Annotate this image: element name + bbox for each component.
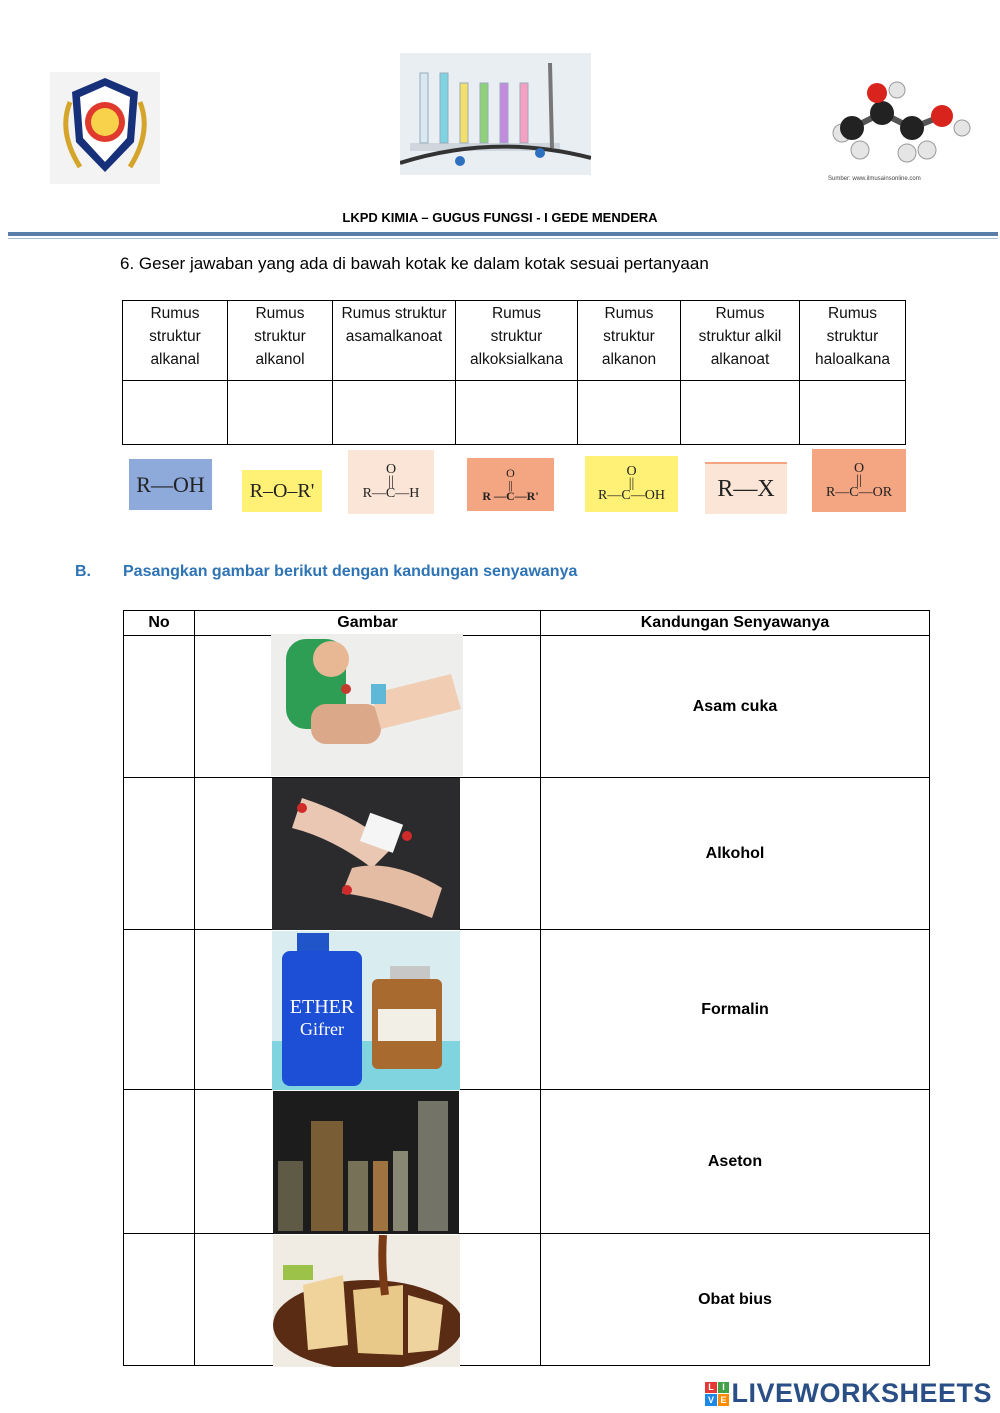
structure-match-table [122,300,906,445]
chip-formula: R–O–R' [249,479,315,502]
number-drop-zone[interactable] [124,1090,195,1234]
number-drop-zone[interactable] [124,1234,195,1366]
photo-finger-cotton [272,778,460,930]
photo-ether-bottles [272,931,460,1090]
header-divider-thin [8,238,998,239]
chip-formula: R —C—R' [482,488,539,503]
picture-match-table [123,610,930,1366]
header-no: No [124,611,195,636]
question-6-instruction [120,254,709,274]
chip-oxygen: O [506,465,515,480]
liveworksheets-badge-icon: L I V E [705,1382,729,1406]
compound-label: Obat bius [541,1234,930,1366]
page-title: LKPD KIMIA – GUGUS FUNGSI - I GEDE MENDERA [342,210,658,225]
header-gambar: Gambar [195,611,541,636]
double-bond-mark: || [628,476,635,491]
chip-formula: R—C—H [362,486,420,501]
answer-chip-r-c-oh[interactable] [585,456,678,512]
column-header-alkanol: Rumus struktur alkanol [228,301,333,381]
photo-pempek-vinegar [273,1235,460,1367]
chip-formula: R—C—OH [598,488,665,503]
laboratory-glassware-image [400,53,591,175]
answer-chip-r-c-h[interactable] [348,450,434,514]
answer-chip-r-o-r[interactable] [242,470,322,512]
number-drop-zone[interactable] [124,778,195,930]
number-drop-zone[interactable] [124,636,195,778]
answer-chip-r-x[interactable] [705,462,787,514]
drop-zone-asamalkanoat[interactable] [333,381,456,445]
drop-zone-haloalkana[interactable] [800,381,906,445]
ether-label: ETHER [289,996,355,1018]
compound-label: Formalin [541,930,930,1090]
liveworksheets-logo [705,1378,992,1409]
answer-chip-r-c-r[interactable] [467,458,554,511]
column-header-alkanal: Rumus struktur alkanal [123,301,228,381]
chip-oxygen: O [385,462,397,477]
chip-oxygen: O [853,460,865,476]
liveworksheets-wordmark: LIVEWORKSHEETS [731,1378,992,1408]
chip-oxygen: O [626,464,637,479]
header-kandungan: Kandungan Senyawanya [541,611,930,636]
section-b-letter: B. [75,563,91,580]
chip-formula: R—C—OR [825,484,893,500]
drop-zone-alkanal[interactable] [123,381,228,445]
compound-label: Asam cuka [541,636,930,778]
answer-chip-r-c-or[interactable] [812,449,906,512]
column-header-alkanon: Rumus struktur alkanon [578,301,681,381]
column-header-alkoksialkana: Rumus struktur alkoksialkana [456,301,578,381]
chip-formula: R—OH [136,471,205,497]
school-logo [50,72,160,184]
molecule-model-image [822,78,982,188]
answer-chip-r-oh[interactable] [129,459,212,510]
column-header-asamalkanoat: Rumus struktur asamalkanoat [333,301,456,381]
header-divider [8,232,998,236]
drop-zone-alkoksialkana[interactable] [456,381,578,445]
double-bond-mark: || [388,474,394,489]
compound-label: Alkohol [541,778,930,930]
drop-zone-alkanon[interactable] [578,381,681,445]
question-text: Geser jawaban yang ada di bawah kotak ke dalam kotak sesuai pertanyaan [138,254,709,273]
question-number: 6. [120,254,135,273]
section-b-title: Pasangkan gambar berikut dengan kandungan senyawanya [123,563,578,580]
molecule-credit: Sumber: www.ilmusainsonline.com [828,176,921,182]
photo-child-wound-care [271,634,463,776]
chip-formula: R—X [717,475,775,502]
double-bond-mark: || [856,472,862,488]
drop-zone-alkil-alkanoat[interactable] [681,381,800,445]
column-header-alkil-alkanoat: Rumus struktur alkil alkanoat [681,301,800,381]
ether-brand: Gifrer [300,1019,344,1039]
double-bond-mark: || [508,477,513,492]
photo-preserved-specimens [273,1091,459,1234]
compound-label: Aseton [541,1090,930,1234]
column-header-haloalkana: Rumus struktur haloalkana [800,301,906,381]
number-drop-zone[interactable] [124,930,195,1090]
drop-zone-alkanol[interactable] [228,381,333,445]
